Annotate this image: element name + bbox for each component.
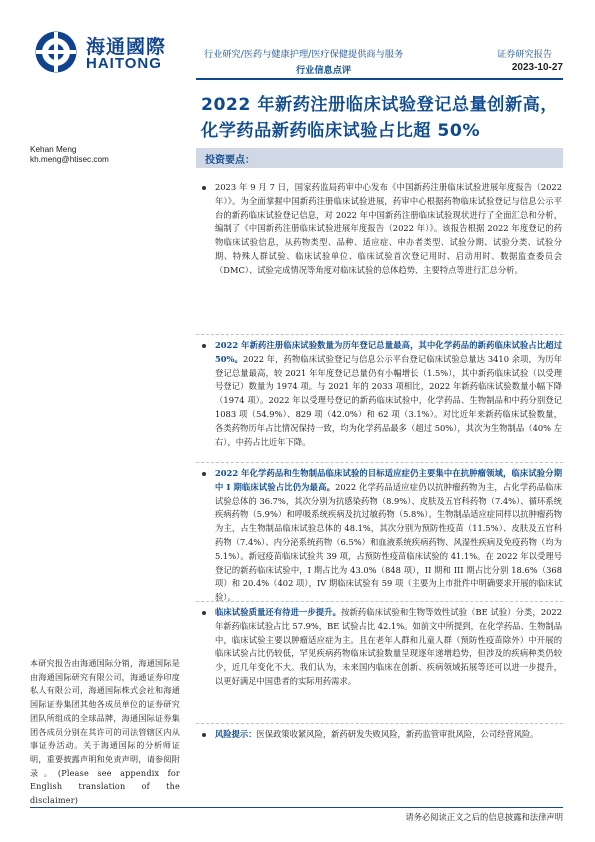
report-type: 行业信息点评 (296, 65, 352, 76)
author-name: Kehan Meng (30, 145, 77, 154)
report-title: 2022 年新药注册临床试验登记总量创新高，化学药品新药临床试验占比超 50% (201, 95, 559, 141)
logo-english-name: HAITONG (86, 55, 162, 72)
author-email[interactable]: kh.meng@htisec.com (30, 155, 109, 164)
bullet-dot-icon (202, 472, 206, 476)
bullet-item (202, 728, 562, 742)
header-divider (196, 78, 563, 80)
bullet-divider (196, 334, 563, 335)
bullet-text (215, 467, 562, 605)
bullet-dot-icon (202, 186, 206, 190)
bullet-highlight: 风险提示： (215, 729, 257, 739)
bullet-divider (196, 601, 563, 602)
report-date: 2023-10-27 (511, 62, 563, 73)
bullet-body: 2023 年 9 月 7 日，国家药监局药审中心发布《中国新药注册临床试验进展年度报告（2022 年）》。为全面掌握中国新药注册临床试验进展，药审中心根据药物临床试验登记与信息公示平台的新药临床试验登记信息，对 2022 年中国新药注册临床试验现状进行了全面汇总和分析，编制了《中国新药注册临床试验进展年度报告（2022 年）》。该报告根据 2022 年度登记的药物临床试验信息，从药物类型、品种、适应症、申办者类型、试验分期、试验分类、试验分期、特殊人群试验、临床试验单位、临床试验首次登记用时、启动用时、数据监查委员会（DMC）、试验完成情况等角度对临床试验的总体趋势、主要特点等进行汇总分析。 (215, 182, 562, 275)
logo-chinese-name: 海通國際 (86, 36, 167, 58)
author-block (30, 145, 109, 165)
disclaimer-note: 本研究报告由海通国际分销，海通国际是由海通国际研究有限公司，海通证券印度私人有限公司，海通国际株式会社和海通国际证券集团其他各成员单位的证券研究团队所组成的全球品牌，海通国际证券集团各成员分别在其许可的司法管辖区内从事证券活动。关于海通国际的分析师证明，重要披露声明和免责声明，请参阅附录。(Please see appendix for English translation of the disclaimer) (30, 658, 180, 806)
bullet-text (215, 606, 562, 689)
bullet-divider (196, 462, 563, 463)
bullet-body: 2022 化学药品适应症仍以抗肿瘤药物为主，占化学药品临床试验总体的 36.7%，其次分别为抗感染药物（8.9%）、皮肤及五官科药物（7.4%）、循环系统疾病药物（5.9%）和呼吸系统疾病及抗过敏药物（5.8%）。生物制品适应症同样以抗肿瘤药物为主，占生物制品临床试验总体的 48.1%，其次分别为预防性疫苗（11.5%）、皮肤及五官科药物（7.4%）、内分泌系统药物（6.5%）和血液系统疾病药物、风湿性疾病及免疫药物（均为 5.1%）。新冠疫苗临床试验共 39 项，占预防性疫苗临床试验的 41.1%。在 2022 年以受理号登记的新药临床试验中，I 期占比为 43.0%（848 项），II 期和 III 期占比分别 18.6%（368 项）和 20.4%（402 项），IV 期临床试验有 59 项（主要为上市批件中明确要求开展的临床试验）。 (215, 481, 562, 603)
bullet-item (202, 339, 562, 449)
bullet-item (202, 606, 562, 689)
bullet-highlight: 临床试验质量还有待进一步提升。 (215, 607, 342, 617)
bullet-divider (196, 723, 563, 724)
haitong-logo (34, 30, 184, 74)
bullet-body: 按新药临床试验和生物等效性试验（BE 试验）分类，2022 年新药临床试验占比 57.9%，BE 试验占比 42.1%。如前文中所提到，在化学药品、生物制品中，临床试验主要以肿瘤适应症为主。且在老年人群和儿童人群（预防性疫苗除外）中开展的临床试验占比仍较低，罕见疾病药物临床试验数量呈现逐年递增趋势，但涉及的疾病种类仍较少，近几年变化不大。我们认为，未来国内临床在创新、疾病领域拓展等还可以进一步提升，以更好满足中国患者的实际用药需求。 (215, 607, 562, 686)
bullet-highlight: 2022 年新药注册临床试验数量为历年登记总量最高，其中化学药品的新药临床试验占比超过 50%。 (215, 340, 562, 364)
bullet-item (202, 181, 562, 278)
bullet-dot-icon (202, 733, 206, 737)
bullet-highlight: 2022 年化学药品和生物制品临床试验的目标适应症仍主要集中在抗肿瘤领域，临床试验分期中 I 期临床试验占比仍为最高。 (215, 468, 562, 492)
report-series: 证券研究报告 (497, 49, 553, 60)
bullet-text (215, 181, 562, 278)
bullet-body: 医保政策收紧风险，新药研发失败风险，新药监管审批风险，公司经营风险。 (256, 729, 539, 739)
footer-divider (30, 807, 563, 808)
section-title: 投资要点： (205, 155, 255, 166)
footer-notice: 请务必阅读正文之后的信息披露和法律声明 (405, 812, 563, 822)
bullet-text (215, 728, 562, 742)
bullet-text (215, 339, 562, 449)
bullet-body: 2022 年，药物临床试验登记与信息公示平台登记临床试验总量达 3410 余项，为历年登记总量最高，较 2021 年年度登记总量仍有小幅增长（1.5%），其中新药临床试验（以受理号登记）数量为 1974 项。与 2021 年的 2033 项相比，2022 年新药临床试验数量小幅下降（1974 项）。2022 年以受理号登记的新药临床试验中，化学药品、生物制品和中药分别登记 1083 项（54.9%）、829 项（42.0%）和 62 项（3.1%）。对比近年来新药临床试验数量，各类药物历年占比情况保持一致，均为化学药品最多（超过 50%），其次为生物制品（40% 左右），中药占比近年下降。 (215, 353, 562, 447)
haitong-logo-icon (34, 30, 78, 74)
bullet-dot-icon (202, 611, 206, 615)
industry-categories: 行业研究/医药与健康护理/医疗保健提供商与服务 (204, 49, 404, 60)
bullet-item (202, 467, 562, 605)
bullet-dot-icon (202, 344, 206, 348)
